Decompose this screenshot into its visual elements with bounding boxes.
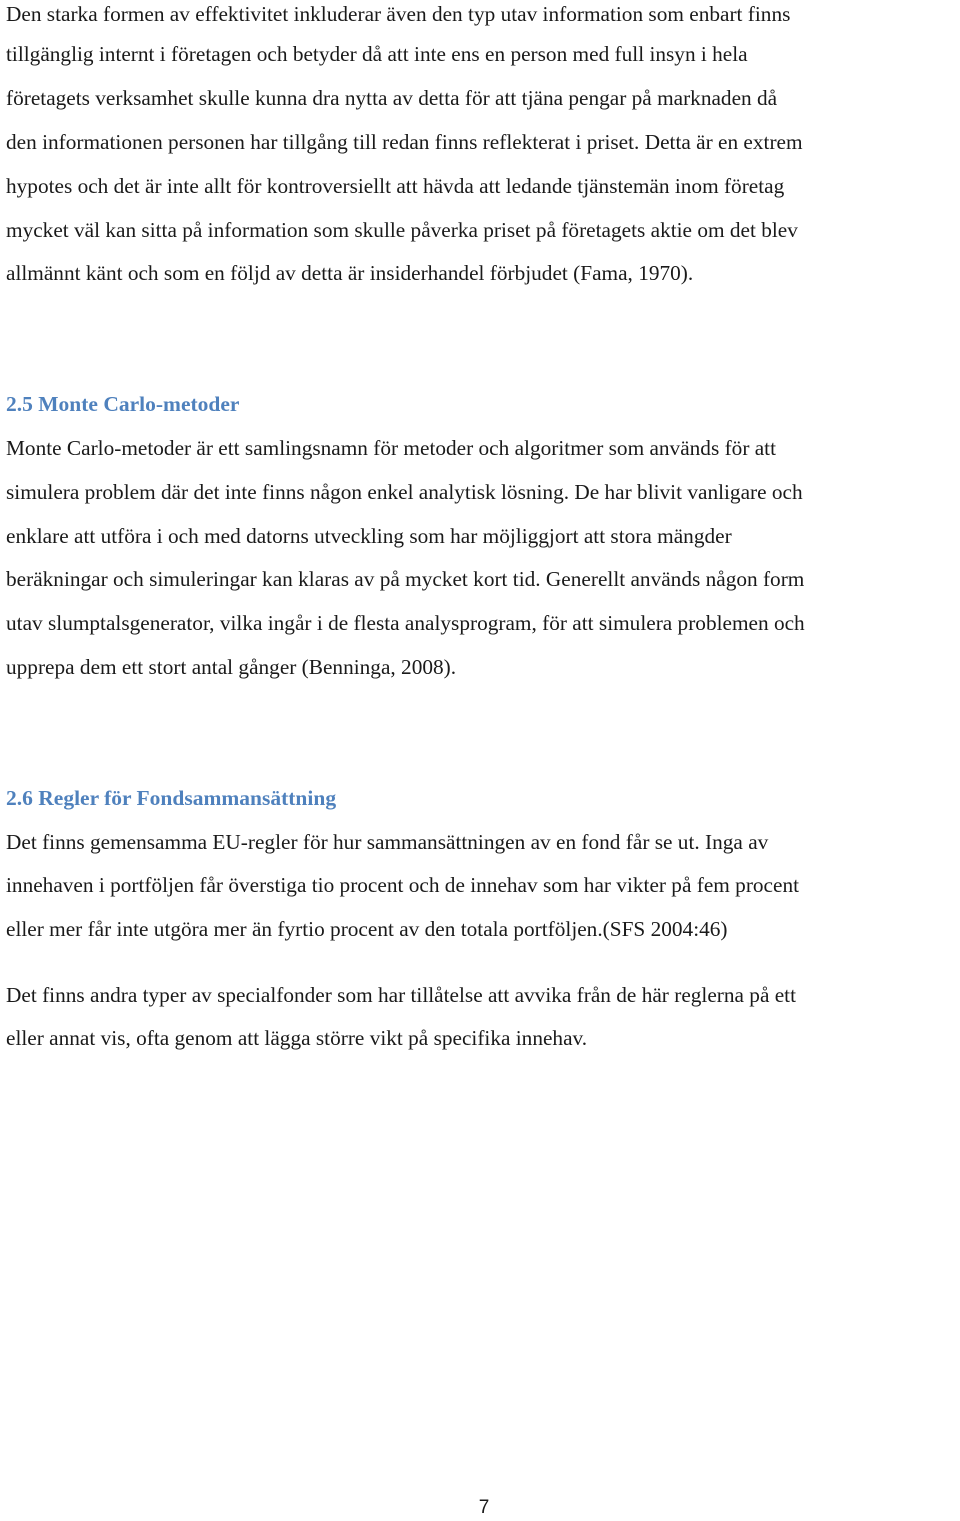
text-line: enklare att utföra i och med datorns utveckling som har möjliggjort att stora mängder bbox=[6, 524, 732, 548]
text-line: allmännt känt och som en följd av detta är insiderhandel förbjudet (Fama, 1970). bbox=[6, 261, 694, 285]
text-line: hypotes och det är inte allt för kontroversiellt att hävda att ledande tjänstemän inom företag bbox=[6, 174, 785, 198]
text-line: mycket väl kan sitta på information som skulle påverka priset på företagets aktie om det blev bbox=[6, 218, 798, 242]
text-line: den informationen personen har tillgång till redan finns reflekterat i priset. Detta är en extrem bbox=[6, 130, 803, 154]
text-line: eller annat vis, ofta genom att lägga större vikt på specifika innehav. bbox=[6, 1026, 588, 1050]
text-line: Det finns andra typer av specialfonder som har tillåtelse att avvika från de här reglerna på ett bbox=[6, 983, 797, 1007]
text-line: simulera problem där det inte finns någon enkel analytisk lösning. De har blivit vanligare och bbox=[6, 480, 803, 504]
text-line: Det finns gemensamma EU-regler för hur sammansättningen av en fond får se ut. Inga av bbox=[6, 830, 769, 854]
text-line: upprepa dem ett stort antal gånger (Benninga, 2008). bbox=[6, 655, 457, 679]
text-line: beräkningar och simuleringar kan klaras av på mycket kort tid. Generellt används någon form bbox=[6, 567, 805, 591]
text-line: innehaven i portföljen får överstiga tio procent och de innehav som har vikter på fem procent bbox=[6, 873, 800, 897]
text-line: företagets verksamhet skulle kunna dra nytta av detta för att tjäna pengar på marknaden då bbox=[6, 86, 778, 110]
text-line: utav slumptalsgenerator, vilka ingår i de flesta analysprogram, för att simulera problemen och bbox=[6, 611, 805, 635]
text-line: Monte Carlo-metoder är ett samlingsnamn för metoder och algoritmer som används för att bbox=[6, 436, 777, 460]
text-line: Den starka formen av effektivitet inkluderar även den typ utav information som enbart finns bbox=[6, 2, 791, 26]
section-heading-monte-carlo: 2.5 Monte Carlo-metoder bbox=[6, 392, 240, 416]
text-line: eller mer får inte utgöra mer än fyrtio procent av den totala portföljen.(SFS 2004:46) bbox=[6, 917, 728, 941]
page-number: 7 bbox=[478, 1497, 490, 1518]
text-line: tillgänglig internt i företagen och betyder då att inte ens en person med full insyn i hela bbox=[6, 42, 748, 66]
section-heading-fund-rules: 2.6 Regler för Fondsammansättning bbox=[6, 786, 337, 810]
